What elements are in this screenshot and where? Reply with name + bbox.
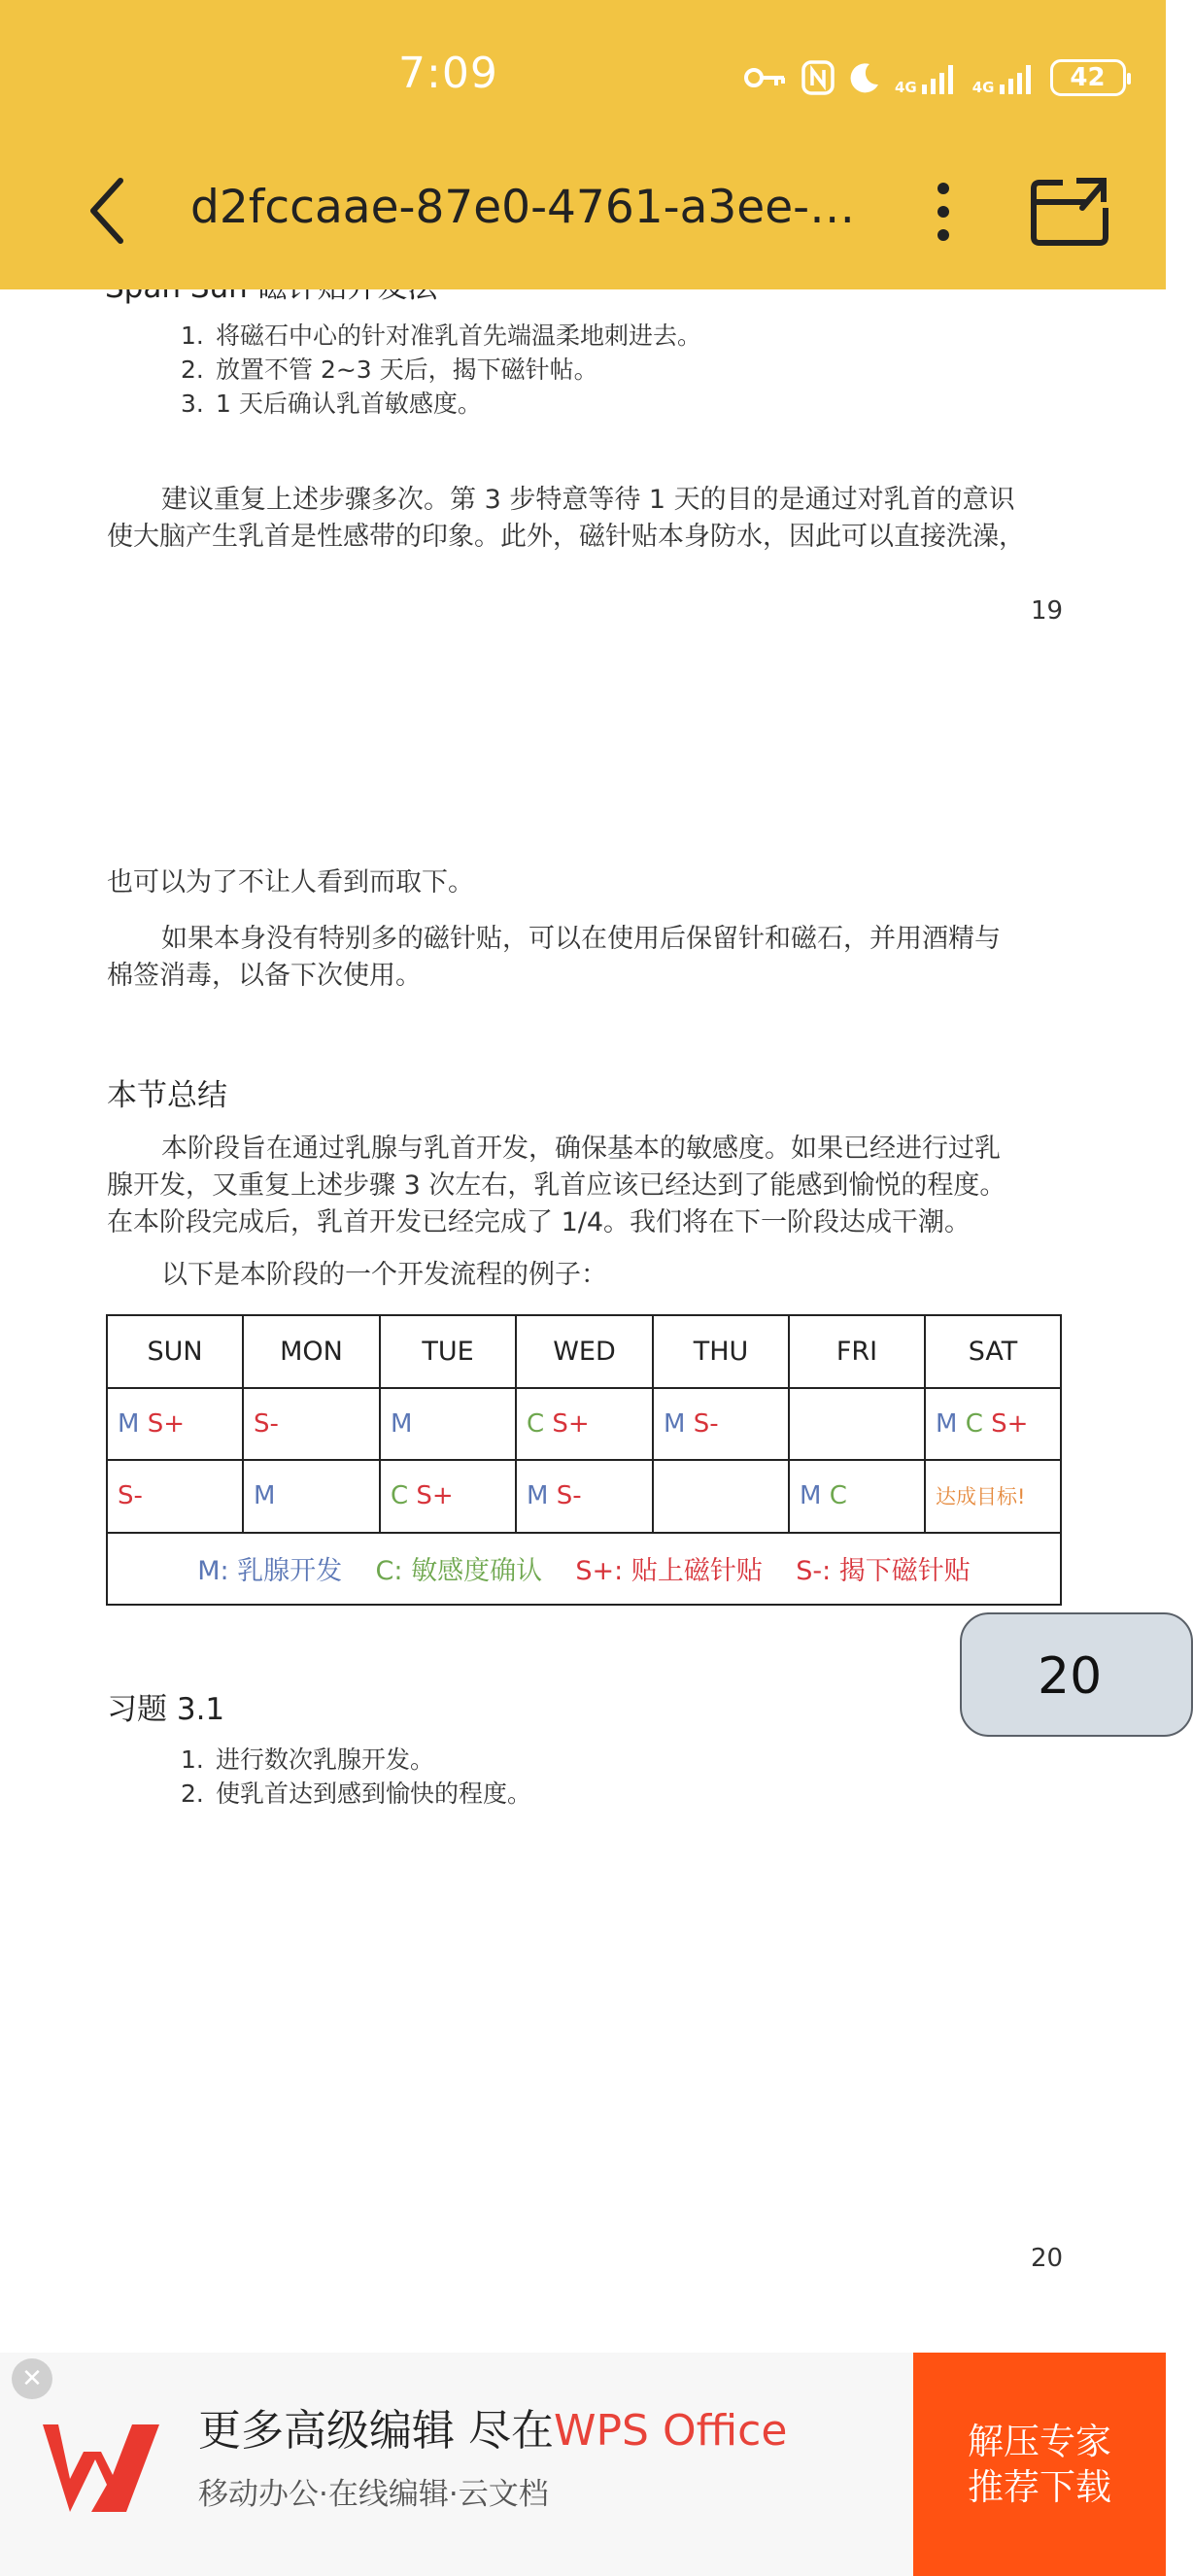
legend-s-minus: S-: 揭下磁针贴 xyxy=(796,1556,971,1587)
table-cell: 达成目标! xyxy=(925,1460,1061,1533)
close-ad-button[interactable] xyxy=(12,2358,52,2399)
table-legend-row xyxy=(107,1533,1061,1606)
signal-icon xyxy=(998,61,1037,94)
ad-subtitle: 移动办公·在线编辑·云文档 xyxy=(198,2477,549,2512)
status-time: 7:09 xyxy=(398,49,498,98)
page-indicator-number: 20 xyxy=(1038,1647,1103,1706)
back-arrow-icon xyxy=(87,177,126,245)
network-type-label: 4G xyxy=(971,79,995,96)
table-header-cell: SAT xyxy=(925,1315,1061,1388)
wps-logo-icon xyxy=(37,2415,165,2522)
signal-2 xyxy=(972,61,1037,94)
table-header-cell: MON xyxy=(243,1315,380,1388)
moon-icon xyxy=(848,61,881,94)
legend-m: M: 乳腺开发 xyxy=(197,1556,343,1587)
table-cell: M C S+ xyxy=(925,1388,1061,1461)
open-with-button[interactable] xyxy=(1030,175,1111,249)
table-header-cell: SUN xyxy=(107,1315,243,1388)
paragraph-line: 如果本身没有特别多的磁针贴，可以在使用后保留针和磁石，并用酒精与 xyxy=(161,924,1001,954)
steps-list xyxy=(181,319,701,421)
table-header-cell: WED xyxy=(516,1315,653,1388)
table-cell: M S+ xyxy=(107,1388,243,1461)
list-item: 2. 使乳首达到感到愉快的程度。 xyxy=(181,1779,532,1808)
back-button[interactable] xyxy=(78,170,136,252)
list-item: 2. 放置不管 2~3 天后，揭下磁针帖。 xyxy=(181,356,598,384)
document-viewer[interactable] xyxy=(0,289,1166,2353)
table-row xyxy=(107,1388,1061,1461)
paragraph-line: 棉签消毒，以备下次使用。 xyxy=(107,961,422,991)
legend-c: C: 敏感度确认 xyxy=(375,1556,543,1587)
signal-1 xyxy=(895,61,959,94)
paragraph-line: 建议重复上述步骤多次。第 3 步特意等待 1 天的目的是通过对乳首的意识 xyxy=(161,485,1015,515)
more-vertical-icon xyxy=(937,206,949,218)
table-header-cell: FRI xyxy=(789,1315,925,1388)
table-cell xyxy=(653,1460,789,1533)
battery-icon xyxy=(1050,59,1126,96)
table-legend xyxy=(107,1533,1061,1606)
table-cell: S- xyxy=(107,1460,243,1533)
signal-icon xyxy=(920,61,959,94)
more-vertical-icon xyxy=(937,183,949,194)
exercise-list xyxy=(181,1743,531,1811)
close-icon: ✕ xyxy=(21,2364,43,2393)
page-indicator[interactable] xyxy=(960,1612,1193,1737)
nfc-icon xyxy=(801,60,835,95)
network-type-label: 4G xyxy=(895,79,917,96)
paragraph-line: 本阶段旨在通过乳腺与乳首开发，确保基本的敏感度。如果已经进行过乳 xyxy=(161,1134,1001,1164)
paragraph-line: 使大脑产生乳首是性感带的印象。此外，磁针贴本身防水，因此可以直接洗澡， xyxy=(107,522,1025,552)
page-number: 20 xyxy=(1031,2244,1064,2273)
table-cell: C S+ xyxy=(516,1388,653,1461)
table-header-cell: TUE xyxy=(380,1315,516,1388)
key-icon xyxy=(743,64,788,91)
table-row xyxy=(107,1460,1061,1533)
list-item: 1. 进行数次乳腺开发。 xyxy=(181,1746,435,1774)
legend-s-plus: S+: 贴上磁针贴 xyxy=(575,1556,763,1587)
section-heading: 习题 3.1 xyxy=(107,1692,225,1727)
section-heading: 本节总结 xyxy=(107,1078,227,1113)
paragraph-line: 腺开发，又重复上述步骤 3 次左右，乳首应该已经达到了能感到愉悦的程度。 xyxy=(107,1170,1006,1201)
table-cell: M xyxy=(380,1388,516,1461)
paragraph-line: 在本阶段完成后，乳首开发已经完成了 1/4。我们将在下一阶段达成干潮。 xyxy=(107,1207,971,1237)
list-item: 1. 将磁石中心的针对准乳首先端温柔地刺进去。 xyxy=(181,322,702,350)
app-header xyxy=(0,0,1166,289)
table-cell: M S- xyxy=(653,1388,789,1461)
more-options-button[interactable] xyxy=(918,173,969,251)
table-cell: S- xyxy=(243,1388,380,1461)
ad-title: 更多高级编辑 尽在WPS Office xyxy=(198,2406,788,2456)
table-header-row xyxy=(107,1315,1061,1388)
more-vertical-icon xyxy=(937,229,949,241)
wps-ad-banner[interactable] xyxy=(0,2353,1166,2576)
table-cell: M C xyxy=(789,1460,925,1533)
document-title: d2fccaae-87e0-4761-a3ee-… xyxy=(190,181,856,234)
battery-level: 42 xyxy=(1070,63,1106,92)
table-header-cell: THU xyxy=(653,1315,789,1388)
paragraph-line: 也可以为了不让人看到而取下。 xyxy=(107,867,474,898)
paragraph-line: 以下是本阶段的一个开发流程的例子： xyxy=(161,1260,607,1290)
schedule-table xyxy=(106,1314,1062,1606)
list-item: 3. 1 天后确认乳首敏感度。 xyxy=(181,390,482,418)
status-icons xyxy=(743,56,1126,99)
table-cell: M S- xyxy=(516,1460,653,1533)
ad-download-button[interactable]: 解压专家 推荐下载 xyxy=(913,2353,1166,2576)
open-file-icon xyxy=(1030,175,1111,249)
table-cell: M xyxy=(243,1460,380,1533)
table-cell xyxy=(789,1388,925,1461)
table-cell: C S+ xyxy=(380,1460,516,1533)
page-number: 19 xyxy=(1031,596,1064,626)
